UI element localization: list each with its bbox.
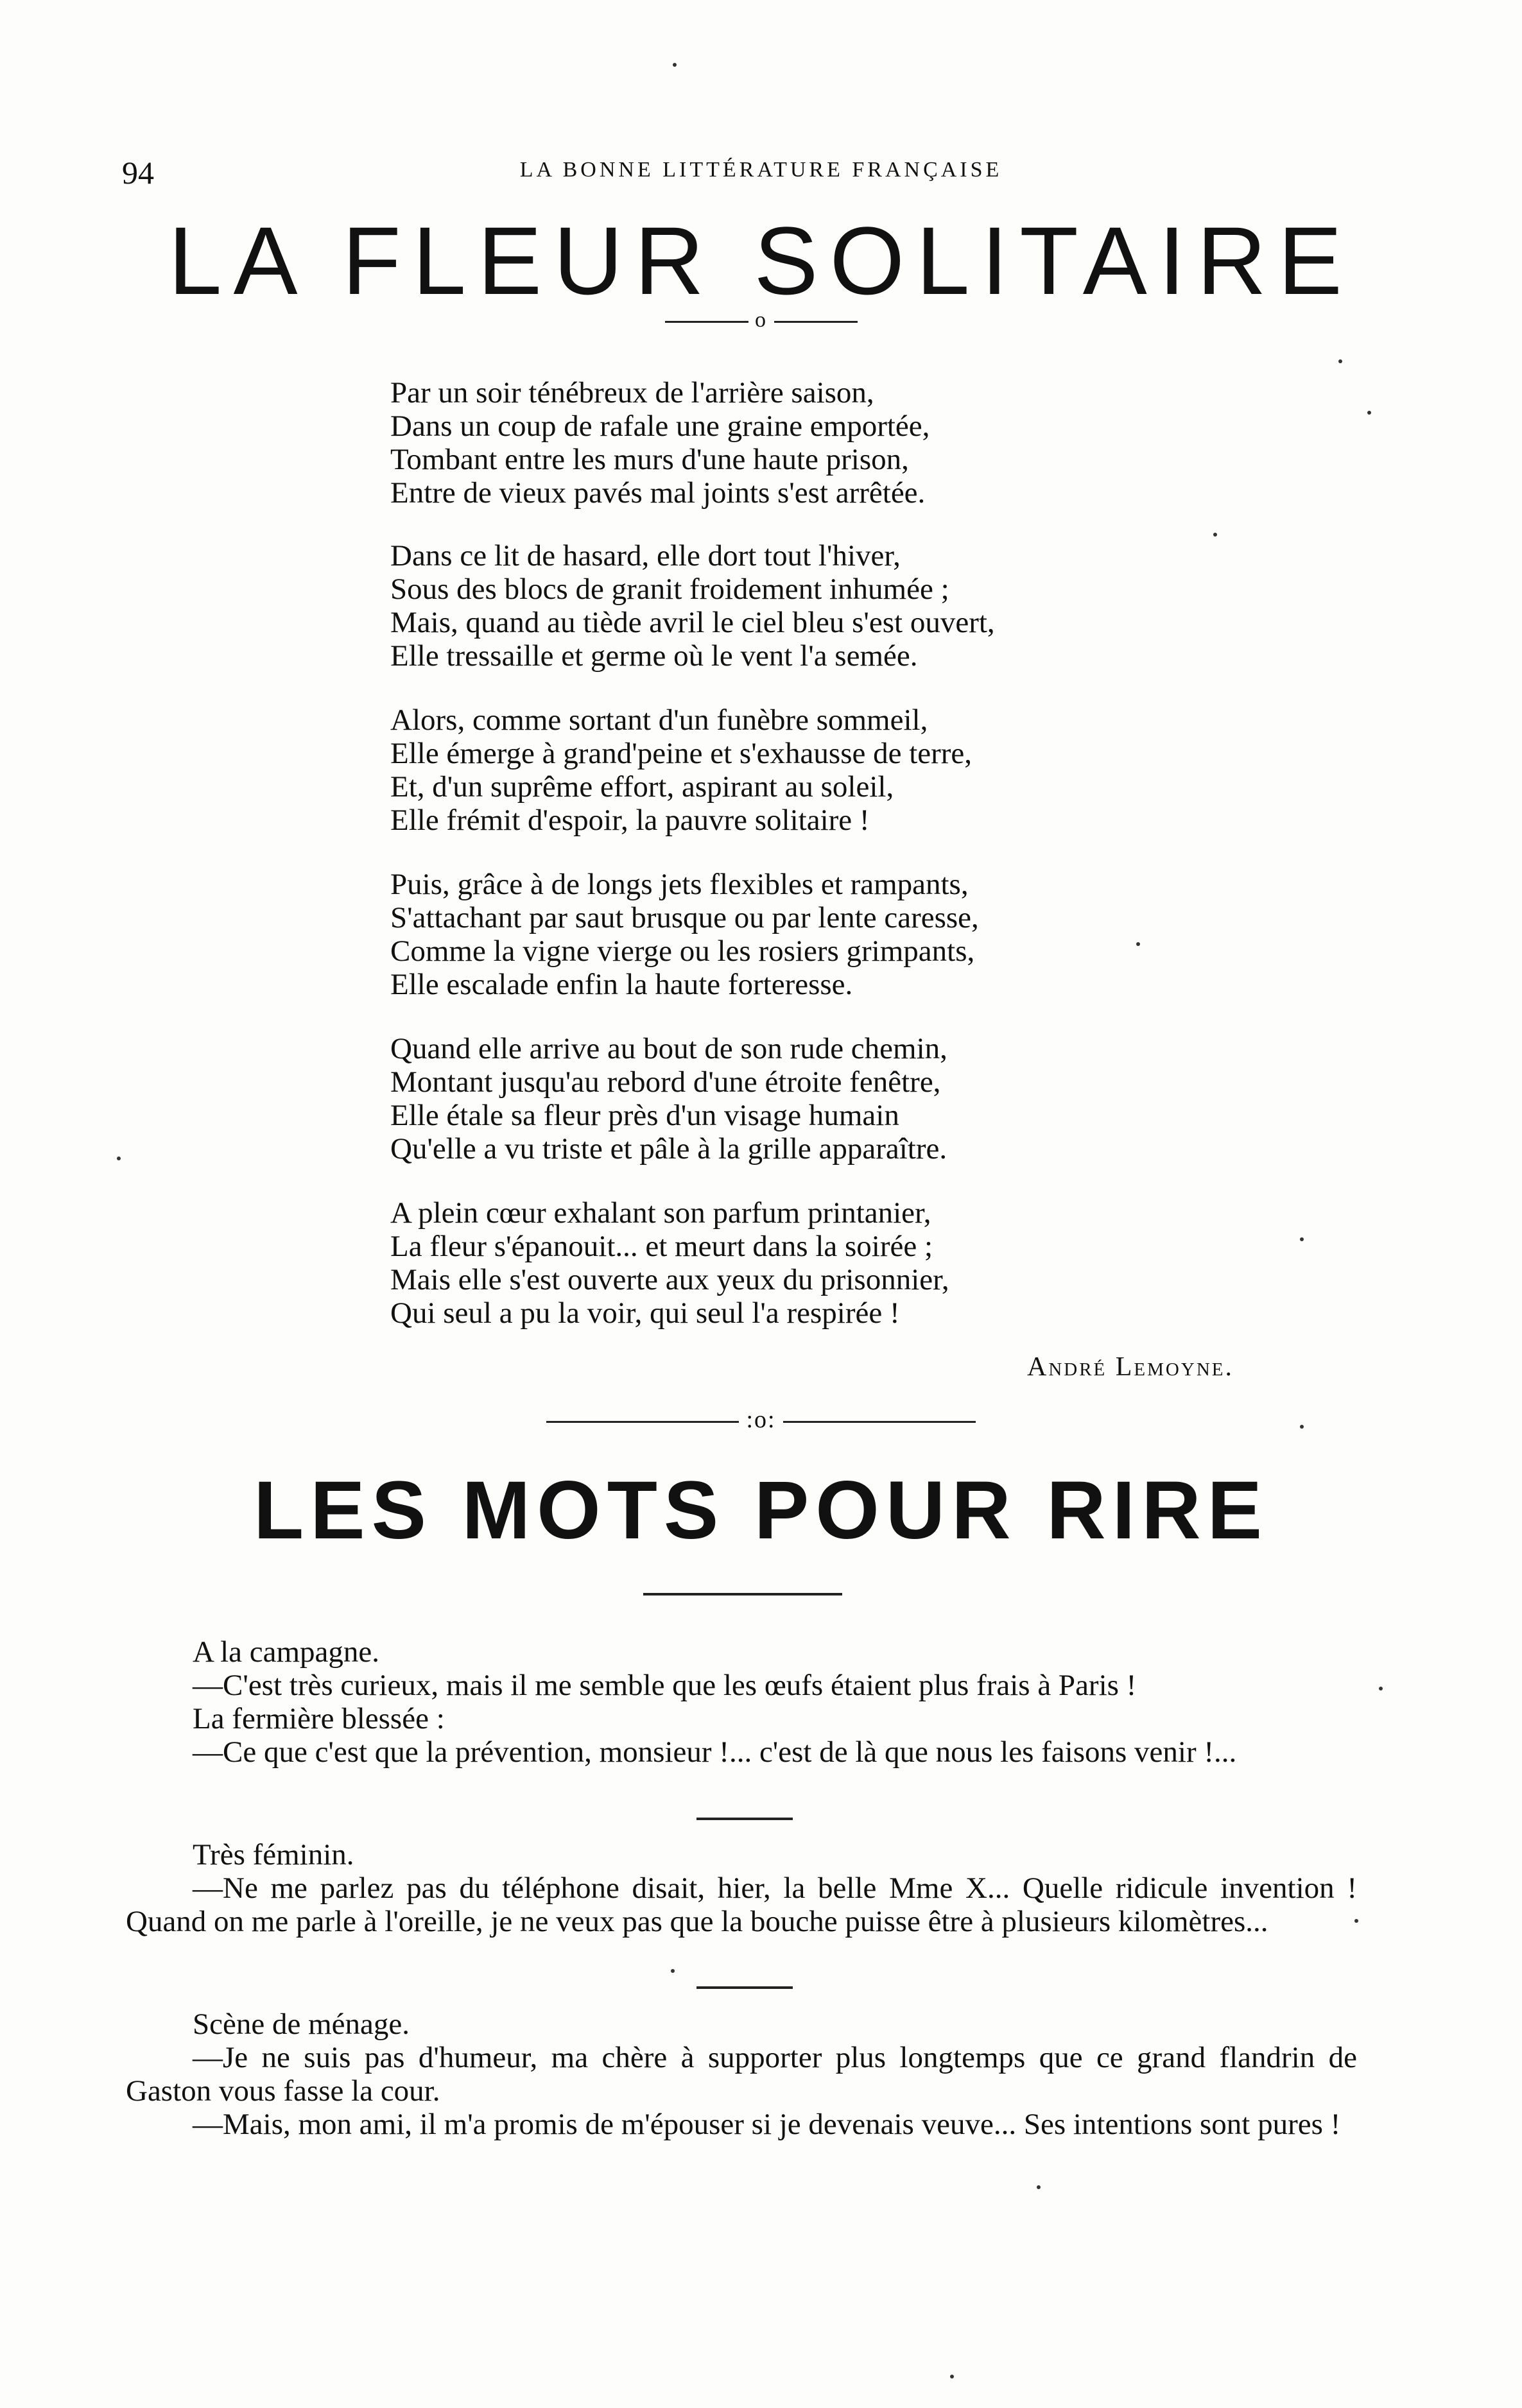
joke-line: —Je ne suis pas d'humeur, ma chère à supporter plus longtemps que ce grand flandrin de Gaston vous fasse la cour. bbox=[126, 2041, 1357, 2108]
separator-line-right bbox=[774, 321, 858, 323]
scan-speck bbox=[1300, 1425, 1304, 1429]
verse-line: Alors, comme sortant d'un funèbre sommeil, bbox=[390, 703, 928, 737]
joke-heading: Très féminin. bbox=[193, 1838, 354, 1871]
verse-line: Entre de vieux pavés mal joints s'est arrêtée. bbox=[390, 476, 926, 510]
verse-line: Dans ce lit de hasard, elle dort tout l'hiver, bbox=[390, 539, 901, 572]
verse-line: Elle escalade enfin la haute forteresse. bbox=[390, 968, 853, 1001]
stanza bbox=[390, 539, 1353, 673]
verse-line: Par un soir ténébreux de l'arrière saison, bbox=[390, 376, 874, 409]
verse-line: Elle tressaille et germe où le vent l'a semée. bbox=[390, 639, 918, 673]
scan-speck bbox=[950, 2375, 954, 2378]
scan-speck bbox=[1354, 1919, 1358, 1923]
verse-line: Tombant entre les murs d'une haute prison, bbox=[390, 443, 909, 476]
separator-mark: :o: bbox=[746, 1406, 776, 1433]
scan-speck bbox=[1300, 1237, 1304, 1241]
joke-line: —Ce que c'est que la prévention, monsieur !... c'est de là que nous les faisons venir !... bbox=[193, 1735, 1237, 1769]
scan-speck bbox=[1037, 2185, 1041, 2189]
joke-line: La fermière blessée : bbox=[193, 1702, 445, 1735]
page-number: 94 bbox=[122, 155, 154, 191]
verse-line: Qu'elle a vu triste et pâle à la grille apparaître. bbox=[390, 1132, 947, 1165]
stanza bbox=[390, 376, 1353, 510]
scan-speck bbox=[673, 63, 677, 67]
verse-line: Quand elle arrive au bout de son rude chemin, bbox=[390, 1032, 947, 1065]
verse-line: Elle frémit d'espoir, la pauvre solitaire ! bbox=[390, 804, 870, 837]
poem-title: LA FLEUR SOLITAIRE bbox=[168, 207, 1354, 314]
separator-line-right bbox=[783, 1421, 976, 1423]
verse-line: Et, d'un suprême effort, aspirant au soleil, bbox=[390, 770, 894, 804]
scan-speck bbox=[1367, 411, 1371, 415]
joke-divider bbox=[696, 1986, 793, 1989]
verse-line: Elle étale sa fleur près d'un visage humain bbox=[390, 1099, 899, 1132]
scan-speck bbox=[1338, 359, 1342, 363]
joke-line: —C'est très curieux, mais il me semble que les œufs étaient plus frais à Paris ! bbox=[193, 1669, 1137, 1702]
separator-mark: o bbox=[755, 308, 767, 332]
verse-line: Qui seul a pu la voir, qui seul l'a respirée ! bbox=[390, 1296, 900, 1330]
joke-item bbox=[126, 1635, 1357, 1769]
stanza bbox=[390, 1196, 1353, 1330]
scan-speck bbox=[117, 1157, 121, 1160]
stanza bbox=[390, 868, 1353, 1001]
verse-line: Dans un coup de rafale une graine emportée, bbox=[390, 409, 930, 443]
joke-divider bbox=[696, 1818, 793, 1820]
jokes-title: LES MOTS POUR RIRE bbox=[254, 1465, 1268, 1556]
verse-line: Sous des blocs de granit froidement inhumée ; bbox=[390, 572, 949, 606]
joke-item bbox=[126, 1838, 1357, 1938]
verse-line: Elle émerge à grand'peine et s'exhausse de terre, bbox=[390, 737, 973, 770]
scan-speck bbox=[671, 1969, 675, 1973]
verse-line: Montant jusqu'au rebord d'une étroite fenêtre, bbox=[390, 1065, 941, 1099]
poem-separator bbox=[0, 308, 1522, 332]
joke-heading: A la campagne. bbox=[193, 1635, 380, 1669]
verse-line: Puis, grâce à de longs jets flexibles et rampants, bbox=[390, 868, 969, 901]
scan-speck bbox=[1213, 533, 1217, 537]
verse-line: Comme la vigne vierge ou les rosiers grimpants, bbox=[390, 934, 975, 968]
verse-line: S'attachant par saut brusque ou par lente caresse, bbox=[390, 901, 979, 934]
scan-speck bbox=[1136, 942, 1140, 946]
verse-line: La fleur s'épanouit... et meurt dans la soirée ; bbox=[390, 1230, 933, 1263]
stanza bbox=[390, 703, 1353, 837]
poem-author: André Lemoyne. bbox=[1027, 1352, 1234, 1382]
verse-line: A plein cœur exhalant son parfum printanier, bbox=[390, 1196, 931, 1230]
joke-line: —Ne me parlez pas du téléphone disait, hier, la belle Mme X... Quelle ridicule invention ! Quand on me parle à l'oreille, je ne veux pas que la bouche puisse être à plusieurs kilomètres... bbox=[126, 1871, 1357, 1938]
title-underline bbox=[643, 1593, 842, 1595]
verse-line: Mais elle s'est ouverte aux yeux du prisonnier, bbox=[390, 1263, 949, 1296]
stanza bbox=[390, 1032, 1353, 1165]
separator-line-left bbox=[665, 321, 748, 323]
joke-heading: Scène de ménage. bbox=[193, 2008, 410, 2041]
joke-item bbox=[126, 2008, 1357, 2141]
separator-line-left bbox=[546, 1421, 739, 1423]
verse-line: Mais, quand au tiède avril le ciel bleu s'est ouvert, bbox=[390, 606, 995, 639]
running-title: LA BONNE LITTÉRATURE FRANÇAISE bbox=[519, 158, 1003, 182]
joke-line: —Mais, mon ami, il m'a promis de m'épouser si je devenais veuve... Ses intentions sont pures ! bbox=[193, 2108, 1341, 2141]
section-separator bbox=[0, 1406, 1522, 1434]
scan-speck bbox=[1379, 1687, 1383, 1690]
